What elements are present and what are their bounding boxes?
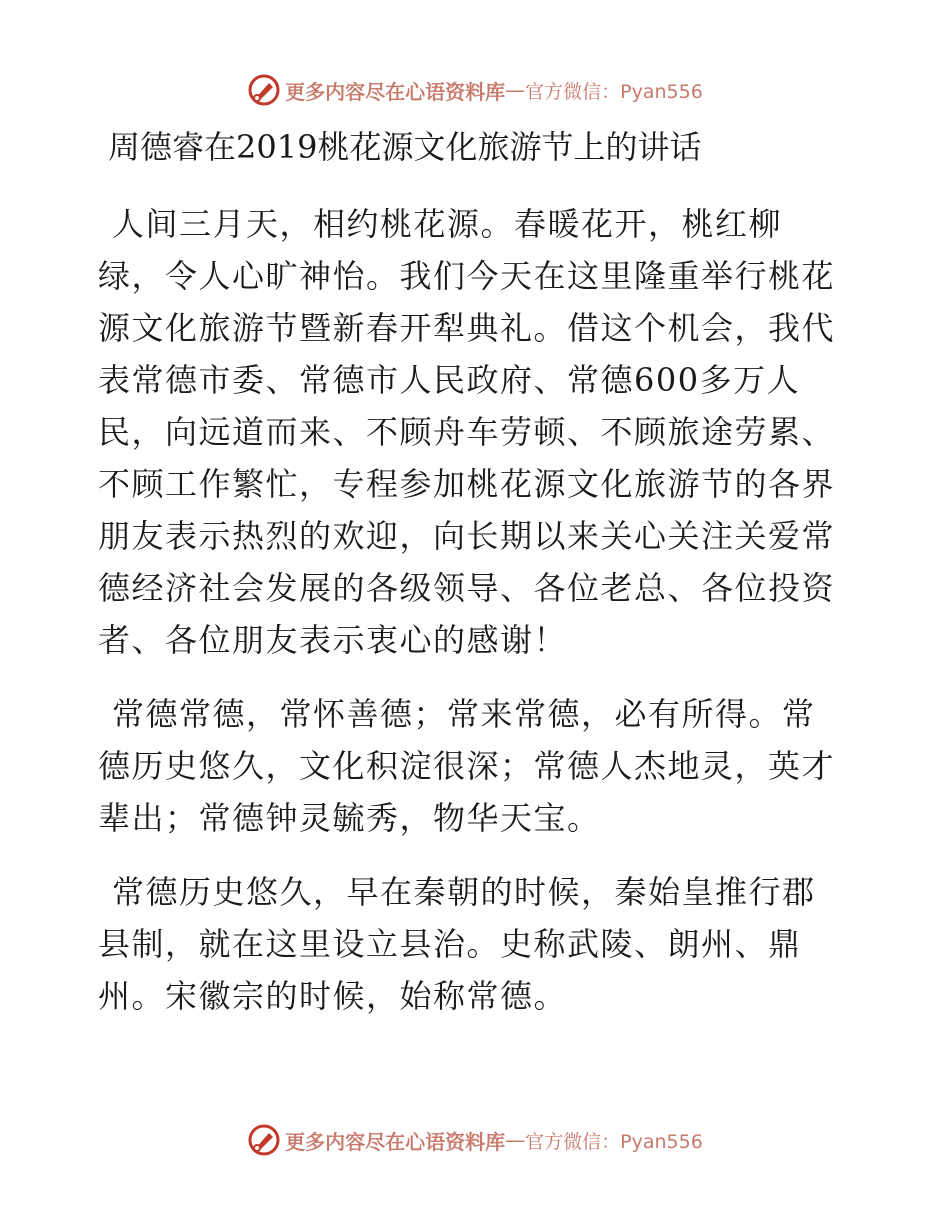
text-line: 常德常德，常怀善德；常来常德，必有所得。常 bbox=[112, 695, 816, 733]
text-line: 绿，令人心旷神怡。我们今天在这里隆重举行桃花 bbox=[98, 257, 836, 295]
pen-logo-icon bbox=[247, 73, 281, 107]
text-line: 辈出；常德钟灵毓秀，物华天宝。 bbox=[98, 799, 601, 837]
paragraph-2 bbox=[98, 688, 850, 844]
banner-wechat: 官方微信：Pyan556 bbox=[525, 1130, 703, 1153]
text-line: 州。宋徽宗的时候，始称常德。 bbox=[98, 977, 568, 1015]
text-line: 县制，就在这里设立县治。史称武陵、朗州、鼎 bbox=[98, 925, 802, 963]
paragraph-3 bbox=[98, 866, 850, 1022]
banner-separator: — bbox=[505, 78, 526, 102]
banner-wechat: 官方微信：Pyan556 bbox=[525, 80, 703, 103]
document-title: 周德睿在2019桃花源文化旅游节上的讲话 bbox=[108, 128, 702, 166]
banner-brand: 更多内容尽在心语资料库 bbox=[285, 79, 506, 104]
pen-logo-icon bbox=[247, 1123, 281, 1157]
text-line: 不顾工作繁忙，专程参加桃花源文化旅游节的各界 bbox=[98, 465, 836, 503]
text-line: 源文化旅游节暨新春开犁典礼。借这个机会，我代 bbox=[98, 309, 836, 347]
text-line: 人间三月天，相约桃花源。春暖花开，桃红柳 bbox=[112, 205, 783, 243]
text-line: 者、各位朋友表示衷心的感谢！ bbox=[98, 621, 568, 659]
text-line: 常德历史悠久，早在秦朝的时候，秦始皇推行郡 bbox=[112, 873, 816, 911]
banner-brand: 更多内容尽在心语资料库 bbox=[285, 1129, 506, 1154]
paragraph-1 bbox=[98, 198, 850, 666]
text-line: 朋友表示热烈的欢迎，向长期以来关心关注关爱常 bbox=[98, 517, 836, 555]
header-banner bbox=[0, 70, 950, 110]
footer-banner bbox=[0, 1120, 950, 1160]
text-line: 德经济社会发展的各级领导、各位老总、各位投资 bbox=[98, 569, 836, 607]
document-body bbox=[98, 198, 850, 1044]
text-line: 表常德市委、常德市人民政府、常德600多万人 bbox=[98, 361, 801, 399]
text-line: 民，向远道而来、不顾舟车劳顿、不顾旅途劳累、 bbox=[98, 413, 836, 451]
banner-separator: — bbox=[505, 1128, 526, 1152]
text-line: 德历史悠久，文化积淀很深；常德人杰地灵，英才 bbox=[98, 747, 836, 785]
